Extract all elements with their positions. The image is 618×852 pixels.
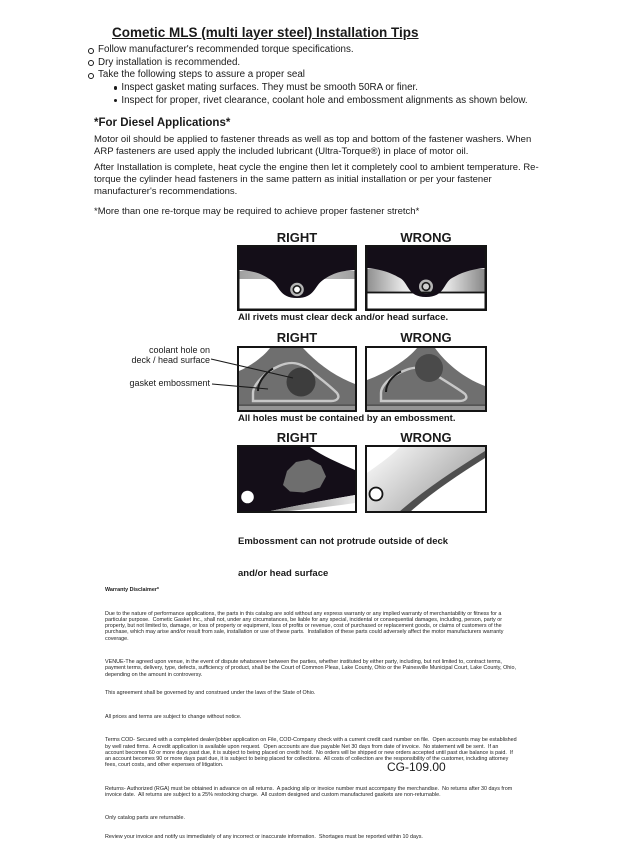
tip-subitem-label: Inspect gasket mating surfaces. They must be smooth 50RA or finer. bbox=[121, 82, 418, 94]
right-label: RIGHT bbox=[276, 430, 318, 445]
coolant-hole-label: coolant hole on deck / head surface bbox=[131, 345, 210, 366]
wrong-label: WRONG bbox=[400, 230, 452, 245]
bullet-circle-icon bbox=[88, 60, 94, 66]
bullet-circle-icon bbox=[88, 73, 94, 79]
rivet-wrong-diagram bbox=[365, 245, 487, 311]
protrusion-caption: Embossment can not protrude outside of deck and/or head surface bbox=[238, 536, 449, 579]
diesel-paragraph-2: After Installation is complete, heat cycle the engine then let it completely cool to ambient temperature. Re-torque the cylinder head fasteners in the same pattern as initial installation or per your fastener manufacturer's recommendations. bbox=[94, 162, 539, 198]
page-title: Cometic MLS (multi layer steel) Installation Tips bbox=[112, 25, 419, 40]
tips-list bbox=[88, 44, 558, 108]
tip-subitem bbox=[114, 82, 558, 95]
embossment-wrong-diagram bbox=[365, 346, 487, 412]
protrusion-wrong-diagram bbox=[365, 445, 487, 513]
bullet-dot-icon bbox=[114, 99, 117, 102]
rivet-caption: All rivets must clear deck and/or head surface. bbox=[238, 312, 449, 323]
wrong-label: WRONG bbox=[400, 430, 452, 445]
warranty-heading: Warranty Disclaimer* bbox=[105, 587, 160, 594]
bullet-circle-icon bbox=[88, 48, 94, 54]
venue-paragraph: VENUE-The agreed upon venue, in the event of dispute whatsoever between the parties, whether instituted by either party, including, but not limited to, contract terms, payment terms, delivery, type, defects, sufficiency of product, shall be the Court of Common Pleas, Lake County, Ohio or the Painesville Municipal Court, Lake County, Ohio, depending on the amount in controversy. bbox=[105, 659, 518, 678]
leader-lines bbox=[205, 352, 305, 397]
right-label: RIGHT bbox=[276, 230, 318, 245]
tip-subitem-label: Inspect for proper, rivet clearance, coolant hole and embossment alignments as shown below. bbox=[121, 94, 528, 106]
returnable-line: Only catalog parts are returnable. bbox=[105, 815, 186, 822]
warranty-paragraph: Due to the nature of performance applications, the parts in this catalog are sold without any express warranty or any implied warranty of merchantability or fitness for a particular purpose. Cometic Gasket Inc., shall not, under any circumstances, be liable for any special, incidental or consequential damages, including, person, party or property, but not limited to, damage, or loss of property or equipment, loss of profits or revenue, cost of purchased or replacement goods, or claims of customers of the purchase, which may arise and/or result from sale, installation or use of these parts. Installation of these parts could adversely affect the motor manufacturers warranty coverage. bbox=[105, 610, 505, 642]
tip-item-label: Take the following steps to assure a proper seal bbox=[98, 69, 305, 81]
returns-paragraph: Returns- Authorized (RGA) must be obtained in advance on all returns. A packing slip or invoice number must accompany the merchandise. No returns after 30 days from invoice date. All returns are subject to a 25% restocking charge. All custom designed and custom manufactured gaskets are non-returnable. bbox=[105, 785, 514, 798]
warranty-disclaimer bbox=[105, 575, 517, 852]
diesel-heading: *For Diesel Applications* bbox=[94, 117, 231, 129]
venue-law-line: This agreement shall be governed by and construed under the laws of the State of Ohio. bbox=[105, 690, 316, 697]
gasket-embossment-label: gasket embossment bbox=[129, 378, 210, 388]
tip-subitem bbox=[114, 95, 558, 108]
tip-item-label: Dry installation is recommended. bbox=[98, 56, 241, 68]
tip-item bbox=[88, 69, 558, 82]
tip-item-label: Follow manufacturer's recommended torque specifications. bbox=[98, 44, 354, 55]
prices-line: All prices and terms are subject to change without notice. bbox=[105, 713, 242, 720]
tip-item bbox=[88, 57, 558, 70]
bullet-dot-icon bbox=[114, 86, 117, 89]
tip-item bbox=[88, 44, 558, 57]
diesel-paragraph-1: Motor oil should be applied to fastener threads as well as top and bottom of the fastener washers. When ARP fasteners are used apply the included lubricant (Ultra-Torque®) in place of motor oil. bbox=[94, 134, 534, 158]
protrusion-right-diagram bbox=[237, 445, 357, 513]
wrong-label: WRONG bbox=[400, 330, 452, 345]
rivet-right-diagram bbox=[237, 245, 357, 311]
page-code: CG-109.00 bbox=[387, 760, 446, 774]
terms-paragraph: Terms COD- Secured with a completed dealer/jobber application on File, COD-Company check with a current credit card number on file. Open accounts may be established by well rated firms. A credit application is available upon request. Open accounts are due payable Net 30 days from date of invoice. No statement will be sent. If an account becomes 60 or more days past due, it is subject to being placed on credit hold. No orders will be shipped or new orders accepted until past due balance is paid. If an account becomes 90 or more days past due, it is subject to being placed for collections. All costs of collection are the responsibility of the customer, including attorney fees, court costs, and other expenses of litigation. bbox=[105, 737, 519, 768]
embossment-caption: All holes must be contained by an embossment. bbox=[238, 413, 456, 424]
retorque-note: *More than one re-torque may be required to achieve proper fastener stretch* bbox=[94, 206, 420, 217]
review-line: Review your invoice and notify us immediately of any incorrect or inaccurate information. Shortages must be reported within 10 days. bbox=[105, 833, 423, 840]
right-label: RIGHT bbox=[276, 330, 318, 345]
